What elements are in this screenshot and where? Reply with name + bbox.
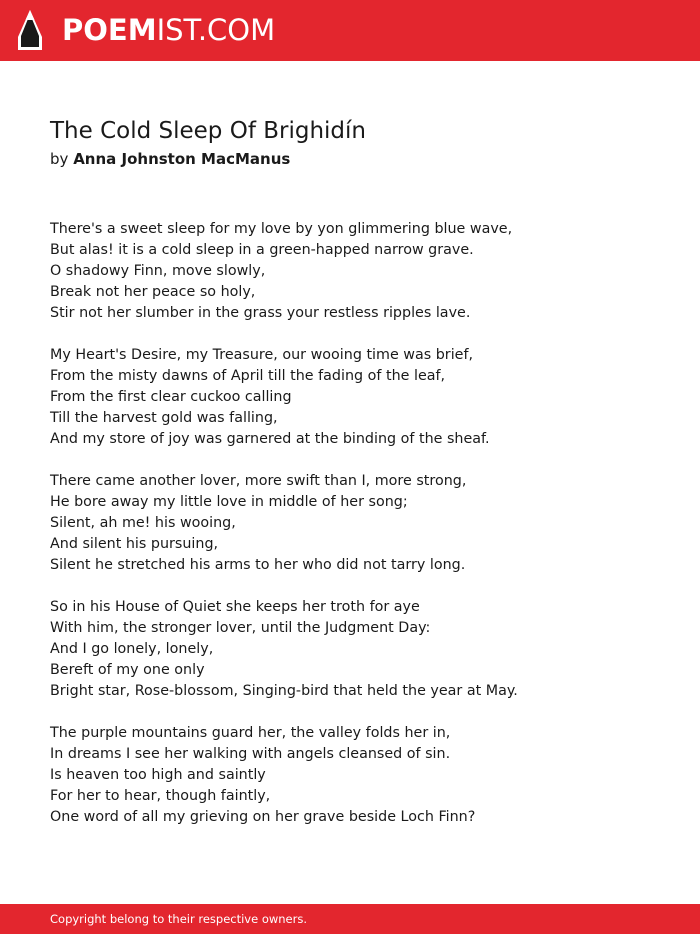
poem-line: In dreams I see her walking with angels cleansed of sin. <box>50 746 451 762</box>
copyright-text: Copyright belong to their respective owners. <box>50 912 308 926</box>
poem-line: He bore away my little love in middle of her song; <box>50 494 408 510</box>
poem-line: And I go lonely, lonely, <box>50 641 214 657</box>
poem-line: One word of all my grieving on her grave beside Loch Finn? <box>50 809 476 825</box>
author-name[interactable]: Anna Johnston MacManus <box>73 150 291 168</box>
poem-line: The purple mountains guard her, the valley folds her in, <box>50 725 451 741</box>
site-logo[interactable] <box>62 12 275 48</box>
by-label: by <box>50 150 69 168</box>
poem-line: My Heart's Desire, my Treasure, our wooing time was brief, <box>50 347 474 363</box>
stanza <box>50 723 670 828</box>
poem-line: Bright star, Rose-blossom, Singing-bird that held the year at May. <box>50 683 518 699</box>
pencil-tip-icon[interactable] <box>17 9 43 51</box>
site-footer <box>0 904 700 934</box>
stanza <box>50 345 670 450</box>
poem-line: Silent, ah me! his wooing, <box>50 515 236 531</box>
poem-line: With him, the stronger lover, until the Judgment Day: <box>50 620 431 636</box>
logo-light-text: IST.COM <box>156 13 276 47</box>
poem-line: And silent his pursuing, <box>50 536 219 552</box>
poem-line: There came another lover, more swift than I, more strong, <box>50 473 467 489</box>
poem-line: And my store of joy was garnered at the binding of the sheaf. <box>50 431 490 447</box>
poem-line: Silent he stretched his arms to her who did not tarry long. <box>50 557 466 573</box>
poem-line: O shadowy Finn, move slowly, <box>50 263 266 279</box>
poem-line: So in his House of Quiet she keeps her troth for aye <box>50 599 420 615</box>
poem-line: From the first clear cuckoo calling <box>50 389 292 405</box>
poem-line: Till the harvest gold was falling, <box>50 410 278 426</box>
byline <box>50 148 290 170</box>
stanza <box>50 219 670 324</box>
poem-body <box>50 219 670 849</box>
stanza <box>50 597 670 702</box>
poem-line: Break not her peace so holy, <box>50 284 256 300</box>
poem-line: But alas! it is a cold sleep in a green-happed narrow grave. <box>50 242 474 258</box>
poem-line: There's a sweet sleep for my love by yon glimmering blue wave, <box>50 221 513 237</box>
poem-title: The Cold Sleep Of Brighidín <box>50 118 366 144</box>
stanza <box>50 471 670 576</box>
poem-line: Bereft of my one only <box>50 662 205 678</box>
poem-line: For her to hear, though faintly, <box>50 788 271 804</box>
logo-bold-text: POEM <box>62 13 157 47</box>
poem-line: From the misty dawns of April till the fading of the leaf, <box>50 368 446 384</box>
site-header <box>0 0 700 61</box>
poem-line: Stir not her slumber in the grass your restless ripples lave. <box>50 305 471 321</box>
poem-line: Is heaven too high and saintly <box>50 767 266 783</box>
